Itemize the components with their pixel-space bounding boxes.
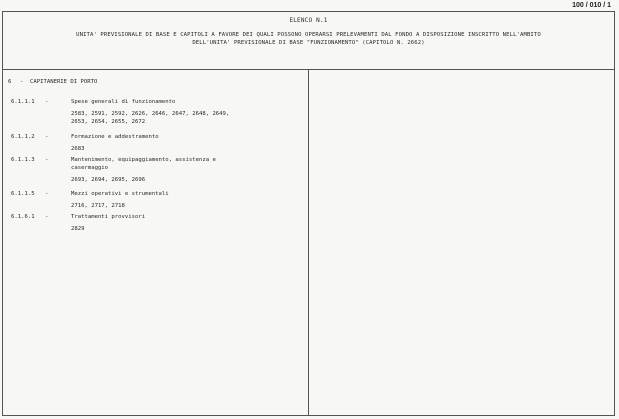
section-heading <box>8 79 97 85</box>
item-dash: - <box>45 214 49 220</box>
item-code: 6.1.1.5 <box>11 191 35 197</box>
item-label: Spese generali di funzionamento <box>71 99 176 105</box>
item-label: casermaggio <box>71 165 109 171</box>
column-divider <box>308 70 309 415</box>
item-chapters: 2683 <box>71 146 85 152</box>
item-code: 6.1.1.3 <box>11 157 35 163</box>
item-code: 6.1.1.1 <box>11 99 35 105</box>
item-dash: - <box>45 99 49 105</box>
item-label: Trattamenti provvisori <box>71 214 146 220</box>
left-column <box>3 70 308 415</box>
title-line-1: UNITA' PREVISIONALE DI BASE E CAPITOLI A FAVORE DEI QUALI POSSONO OPERARSI PRELEVAMENTI DAL FONDO A DISPOSIZIONE INSCRITTO NELL'AMBITO <box>76 32 541 38</box>
item-chapters: 2716, 2717, 2718 <box>71 203 125 209</box>
item-code: 6.1.1.2 <box>11 134 35 140</box>
item-dash: - <box>45 134 49 140</box>
item-chapters: 2583, 2591, 2592, 2626, 2646, 2647, 2648, 2649, <box>71 111 230 117</box>
section-name: CAPITANERIE DI PORTO <box>30 79 98 85</box>
item-dash: - <box>45 191 49 197</box>
item-label: Mezzi operativi e strumentali <box>71 191 169 197</box>
item-chapters: 2693, 2694, 2695, 2696 <box>71 177 146 183</box>
section-number: 6 <box>8 79 12 85</box>
document-header <box>3 12 614 70</box>
title-line-2: DELL'UNITA' PREVISIONALE DI BASE "FUNZIONAMENTO" (CAPITOLO N. 2662) <box>192 40 425 46</box>
document-code: 100 / 010 / 1 <box>572 2 611 9</box>
document-frame <box>2 11 615 416</box>
list-number: ELENCO N.1 <box>289 17 328 24</box>
item-label: Formazione e addestramento <box>71 134 159 140</box>
item-code: 6.1.6.1 <box>11 214 35 220</box>
item-chapters: 2829 <box>71 226 85 232</box>
item-label: Mantenimento, equipaggiamento, assistenza e <box>71 157 216 163</box>
item-chapters: 2653, 2654, 2655, 2672 <box>71 119 146 125</box>
document-title <box>23 31 594 47</box>
section-dash: - <box>20 79 24 85</box>
item-dash: - <box>45 157 49 163</box>
